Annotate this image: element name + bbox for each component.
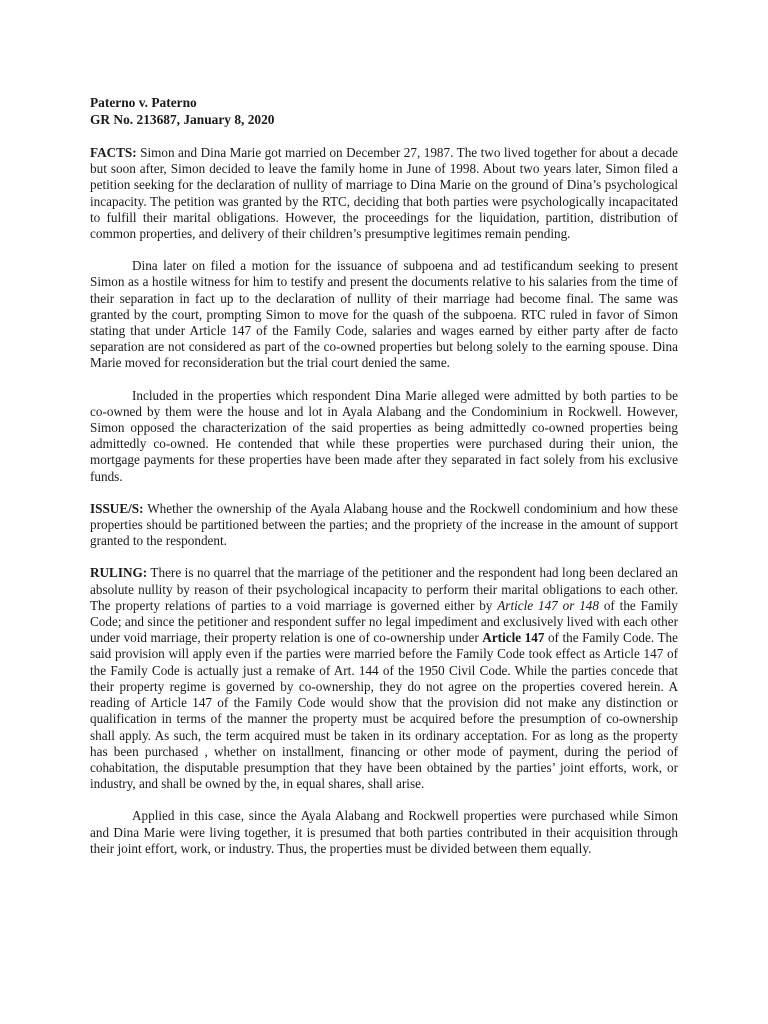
facts-label: FACTS: <box>90 145 137 160</box>
ruling-text-1: There is no quarrel that the marriage of the petitioner and the respondent had long been declared an absolute nullity by reason of their psychological incapacity to perform their marital obligations to each other. The property relations of parties to a void marriage is governed either by <box>90 565 678 613</box>
ruling-text-2: of the Family Code; and since the petitioner and respondent suffer no legal impediment and exclusively lived with each other under void marriage, their property relation is one of co-ownership under <box>90 597 678 646</box>
facts-text-1: Simon and Dina Marie got married on December 27, 1987. The two lived together for about a decade but soon after, Simon decided to leave the family home in June of 1998. About two years later, Simon filed a petition seeking for the declaration of nullity of marriage to Dina Marie on the ground of Dina’s psychological incapacity. The petition was granted by the RTC, deciding that both parties were psychologically incapacitated to fulfill their marital obligations. However, the proceedings for the liquidation, partition, distribution of common properties, and delivery of their children’s presumptive legitimes remain pending. <box>90 145 678 242</box>
issues-paragraph <box>90 501 678 550</box>
ruling-article-147: Article 147 <box>482 630 545 646</box>
issues-text: Whether the ownership of the Ayala Alabang house and the Rockwell condominium and how these properties should be partitioned between the parties; and the propriety of the increase in the amount of support granted to the respondent. <box>90 500 678 549</box>
facts-paragraph-2: Dina later on filed a motion for the issuance of subpoena and ad testificandum seeking to present Simon as a hostile witness for him to testify and present the documents relative to his salaries from the time of their separation in fact up to the declaration of nullity of their marriage had become final. The same was granted by the court, prompting Simon to move for the quash of the subpoena. RTC ruled in favor of Simon stating that under Article 147 of the Family Code, salaries and wages earned by either party after de facto separation are not considered as part of the co-owned properties but belong solely to the earning spouse. Dina Marie moved for reconsideration but the trial court denied the same. <box>90 258 678 371</box>
ruling-article-147-148: Article 147 or 148 <box>497 597 599 613</box>
facts-paragraph-1 <box>90 145 678 242</box>
case-title: Paterno v. Paterno <box>90 95 197 110</box>
ruling-label: RULING: <box>90 565 148 581</box>
ruling-text-3: of the Family Code. The said provision will apply even if the parties were married before the Family Code took effect as Article 147 of the Family Code is actually just a remake of Art. 144 of the 1950 Civil Code. While the parties concede that their property regime is governed by co-ownership, they do not agree on the properties covered herein. A reading of Article 147 of the Family Code would show that the provision did not make any distinction or qualification in terms of the manner the property must be acquired before the presumption of co-ownership shall apply. As such, the term acquired must be taken in its ordinary acceptation. For as long as the property has been purchased , whether on installment, financing or other mode of payment, during the period of cohabitation, the disputable presumption that they have been obtained by the parties’ joint efforts, work, or industry, and shall be owned by the, in equal shares, shall arise. <box>90 630 678 792</box>
document-page <box>90 94 678 857</box>
ruling-paragraph-2: Applied in this case, since the Ayala Alabang and Rockwell properties were purchased while Simon and Dina Marie were living together, it is presumed that both parties contributed in their acquisition through their joint effort, work, or industry. Thus, the properties must be divided between them equally. <box>90 808 678 856</box>
issues-label: ISSUE/S: <box>90 500 144 516</box>
facts-paragraph-3: Included in the properties which respondent Dina Marie alleged were admitted by both parties to be co-owned by them were the house and lot in Ayala Alabang and the Condominium in Rockwell. However, Simon opposed the characterization of the said properties as being admittedly co-owned properties being admittedly co-owned. He contended that while these properties were purchased during their union, the mortgage payments for these properties have been made after they separated in fact solely from his exclusive funds. <box>90 387 678 484</box>
ruling-paragraph-1 <box>90 565 678 792</box>
case-docket: GR No. 213687, January 8, 2020 <box>90 112 275 127</box>
